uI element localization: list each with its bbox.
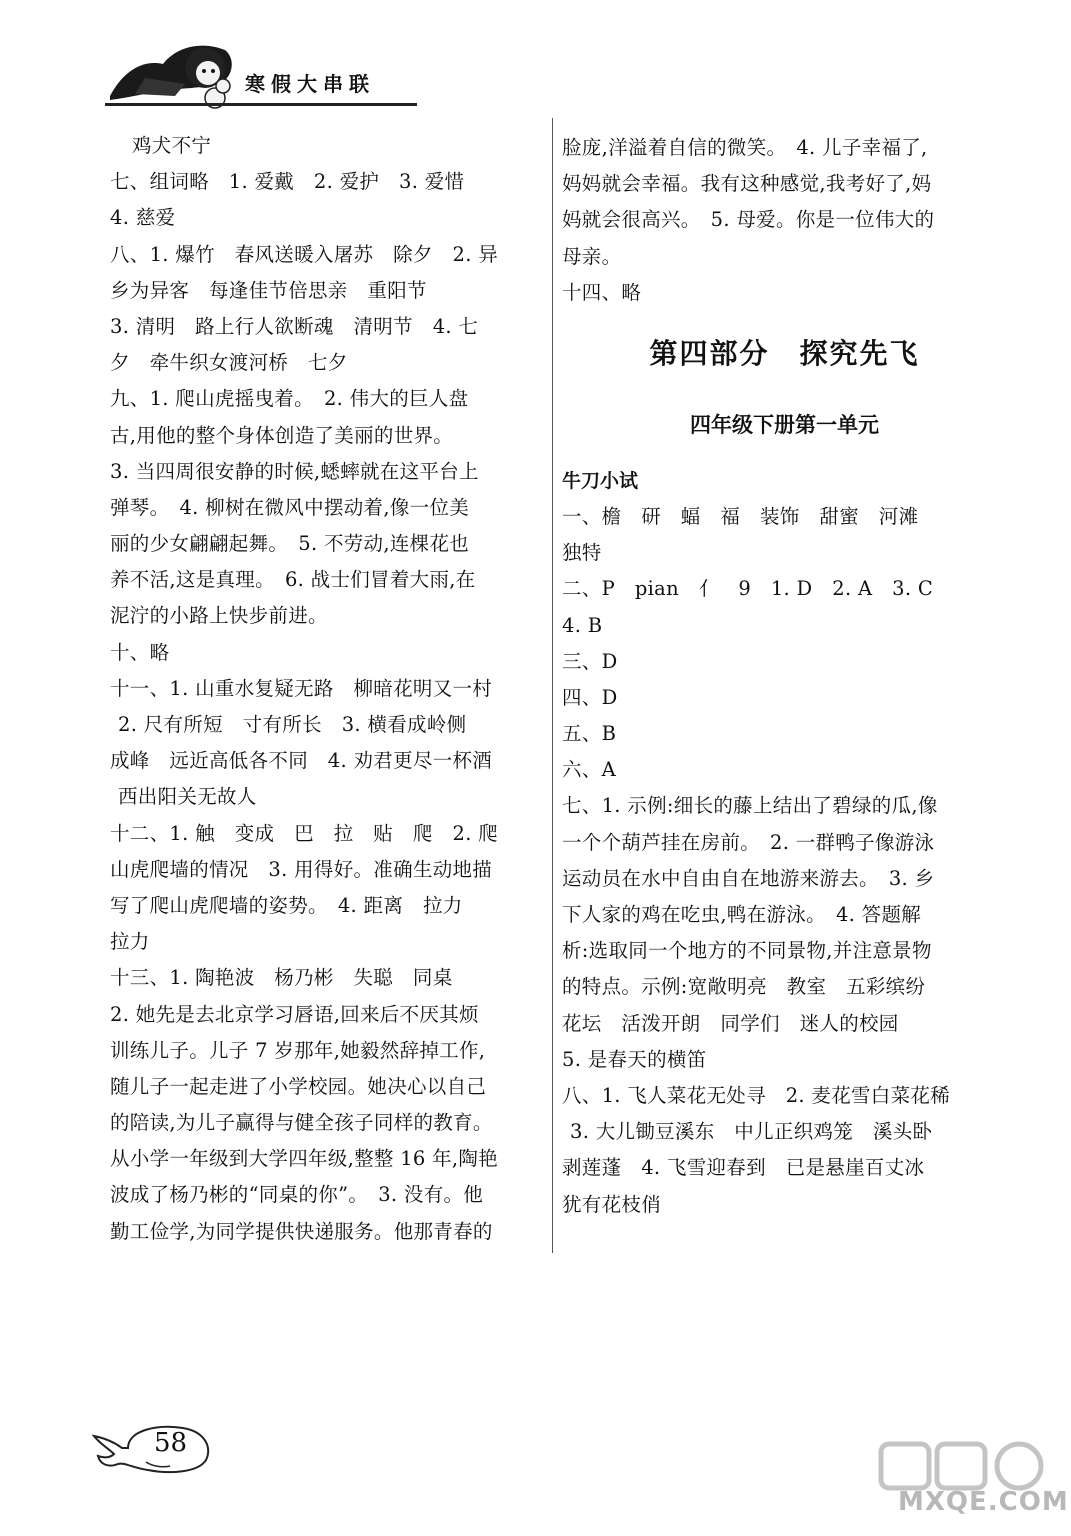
whale-icon	[88, 1418, 218, 1478]
right-column	[562, 130, 1007, 1223]
subsection-label: 牛刀小试	[562, 469, 639, 492]
text-line: 古,用他的整个身体创造了美丽的世界。	[110, 423, 454, 447]
text-line: 西出阳关无故人	[118, 785, 257, 809]
page-number: 58	[154, 1428, 188, 1458]
text-line: 十、略	[110, 640, 170, 664]
text-line: 3. 清明 路上行人欲断魂 清明节 4. 七	[110, 314, 479, 338]
text-line: 十三、1. 陶艳波 杨乃彬 失聪 同桌	[110, 966, 453, 990]
text-line: 写了爬山虎爬墙的姿势。 4. 距离 拉力	[110, 893, 463, 917]
text-line: 一个个葫芦挂在房前。 2. 一群鸭子像游泳	[562, 830, 935, 854]
text-line: 鸡犬不宁	[132, 134, 212, 157]
text-line: 妈妈就会幸福。我有这种感觉,我考好了,妈	[562, 172, 932, 196]
text-line: 独特	[562, 541, 602, 565]
text-line: 从小学一年级到大学四年级,整整 16 年,陶艳	[110, 1147, 499, 1171]
text-line: 妈就会很高兴。 5. 母爱。你是一位伟大的	[562, 208, 935, 232]
section-title: 第四部分 探究先飞	[649, 336, 920, 370]
text-line: 乡为异客 每逢佳节倍思亲 重阳节	[110, 278, 427, 302]
text-line: 八、1. 爆竹 春风送暖入屠苏 除夕 2. 异	[110, 242, 499, 266]
text-line: 运动员在水中自由自在地游来游去。 3. 乡	[562, 866, 935, 890]
text-line: 脸庞,洋溢着自信的微笑。 4. 儿子幸福了,	[562, 136, 928, 159]
text-line: 2. 尺有所短 寸有所长 3. 横看成岭侧	[118, 713, 467, 736]
text-line: 花坛 活泼开朗 同学们 迷人的校园	[562, 1011, 899, 1035]
text-line: 丽的少女翩翩起舞。 5. 不劳动,连棵花也	[110, 532, 470, 556]
text-line: 母亲。	[562, 244, 622, 268]
text-line: 4. B	[562, 613, 603, 637]
text-line: 犹有花枝俏	[562, 1192, 662, 1216]
text-line: 析:选取同一个地方的不同景物,并注意景物	[562, 939, 932, 963]
text-line: 随儿子一起走进了小学校园。她决心以自己	[110, 1074, 487, 1098]
text-line: 六、A	[562, 758, 616, 782]
text-line: 养不活,这是真理。 6. 战士们冒着大雨,在	[110, 568, 476, 592]
text-line: 下人家的鸡在吃虫,鸭在游泳。 4. 答题解	[562, 903, 922, 926]
unit-title: 四年级下册第一单元	[690, 412, 879, 437]
text-line: 九、1. 爬山虎摇曳着。 2. 伟大的巨人盘	[110, 387, 469, 411]
text-line: 成峰 远近高低各不同 4. 劝君更尽一杯酒	[110, 749, 493, 773]
text-line: 三、D	[562, 649, 618, 673]
text-line: 拉力	[110, 930, 150, 954]
left-column	[110, 128, 545, 1250]
text-line: 剥莲蓬 4. 飞雪迎春到 已是悬崖百丈冰	[562, 1156, 925, 1180]
text-line: 七、组词略 1. 爱戴 2. 爱护 3. 爱惜	[110, 170, 465, 194]
text-line: 泥泞的小路上快步前进。	[110, 604, 328, 628]
text-line: 十四、略	[562, 280, 642, 304]
text-line: 2. 她先是去北京学习唇语,回来后不厌其烦	[110, 1002, 479, 1026]
text-line: 3. 当四周很安静的时候,蟋蟀就在这平台上	[110, 459, 479, 483]
text-line: 八、1. 飞人菜花无处寻 2. 麦花雪白菜花稀	[562, 1083, 951, 1107]
text-line: 4. 慈爱	[110, 206, 176, 230]
text-line: 山虎爬墙的情况 3. 用得好。准确生动地描	[110, 857, 493, 881]
text-line: 七、1. 示例:细长的藤上结出了碧绿的瓜,像	[562, 794, 938, 818]
text-line: 的陪读,为儿子赢得与健全孩子同样的教育。	[110, 1111, 493, 1135]
text-line: 波成了杨乃彬的“同桌的你”。 3. 没有。他	[110, 1183, 484, 1207]
text-line: 十一、1. 山重水复疑无路 柳暗花明又一村	[110, 676, 493, 700]
text-line: 四、D	[562, 685, 618, 709]
text-line: 3. 大儿锄豆溪东 中儿正织鸡笼 溪头卧	[570, 1120, 933, 1144]
text-line: 一、檐 研 蝠 福 装饰 甜蜜 河滩	[562, 504, 919, 528]
text-line: 夕 牵牛织女渡河桥 七夕	[110, 351, 348, 375]
header-rule	[105, 103, 417, 106]
text-line: 十二、1. 触 变成 巴 拉 贴 爬 2. 爬	[110, 821, 499, 845]
column-divider	[552, 118, 553, 1253]
text-line: 训练儿子。儿子 7 岁那年,她毅然辞掉工作,	[110, 1038, 486, 1062]
text-line: 5. 是春天的横笛	[562, 1047, 707, 1071]
header-title: 寒假大串联	[245, 72, 375, 96]
text-line: 的特点。示例:宽敞明亮 教室 五彩缤纷	[562, 975, 926, 999]
text-line: 勤工俭学,为同学提供快递服务。他那青春的	[110, 1219, 493, 1243]
text-line: 弹琴。 4. 柳树在微风中摆动着,像一位美	[110, 495, 470, 519]
watermark-text: MXQE.COM	[898, 1487, 1069, 1517]
text-line: 二、P pian 亻 9 1. D 2. A 3. C	[562, 577, 934, 601]
text-line: 五、B	[562, 722, 617, 746]
